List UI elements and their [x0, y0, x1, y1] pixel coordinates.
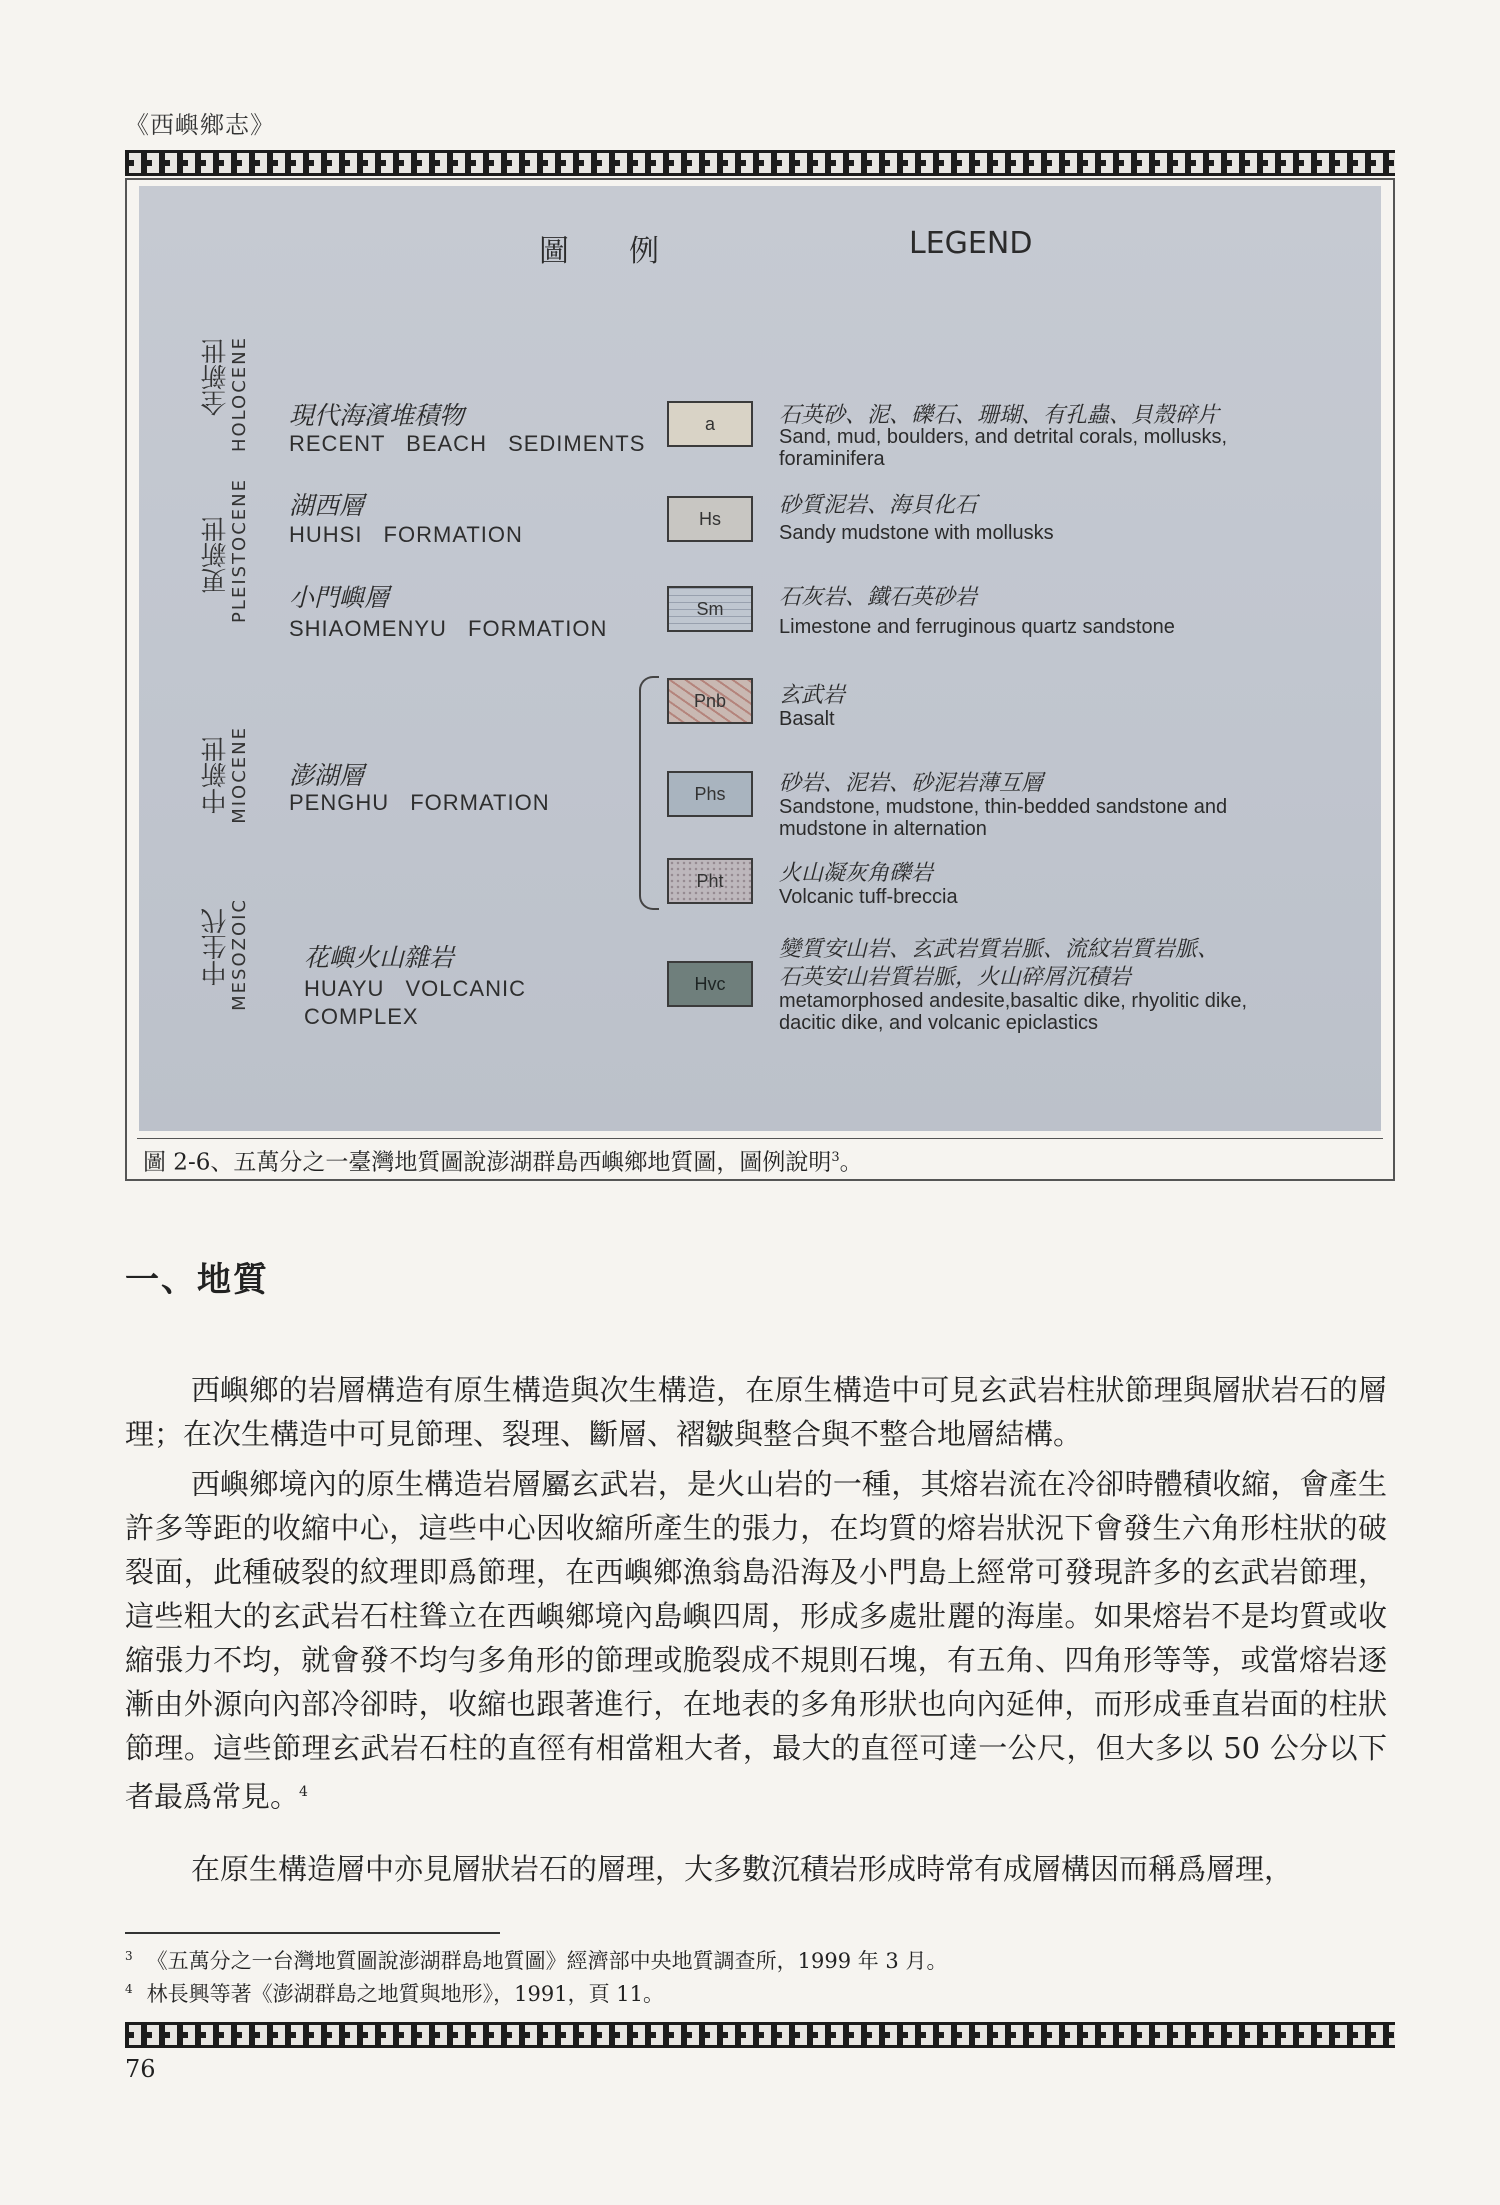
era-holocene-en: HOLOCENE: [229, 336, 250, 453]
unit-penghu-zh: 澎湖層: [289, 761, 365, 790]
desc-sm-zh: 石灰岩、鐵石英砂岩: [779, 585, 978, 610]
unit-shiaomenyu-en: SHIAOMENYU FORMATION: [289, 616, 608, 641]
desc-hs-zh: 砂質泥岩、海貝化石: [779, 493, 978, 518]
desc-a-en-1: Sand, mud, boulders, and detrital corals, mollusks,: [779, 426, 1227, 448]
page-number: 76: [125, 2055, 156, 2083]
legend-box-hs: Hs: [667, 496, 753, 542]
footnote-divider: [125, 1932, 500, 1934]
decorative-border-bottom: [125, 2022, 1395, 2048]
figure-caption-end: 。: [839, 1149, 863, 1176]
desc-phs-en-1: Sandstone, mudstone, thin-bedded sandstone and: [779, 796, 1228, 818]
legend-box-pht: Pht: [667, 858, 753, 904]
desc-hvc-zh-1: 變質安山岩、玄武岩質岩脈、流紋岩質岩脈、: [779, 937, 1220, 962]
legend-photo: [139, 186, 1381, 1131]
footnote-4: [125, 1978, 664, 2008]
unit-recent-en: RECENT BEACH SEDIMENTS: [289, 431, 646, 456]
desc-a-zh: 石英砂、泥、礫石、珊瑚、有孔蟲、貝殼碎片: [779, 403, 1220, 428]
legend-box-pnb: Pnb: [667, 678, 753, 724]
desc-hvc-zh-2: 石英安山岩質岩脈，火山碎屑沉積岩: [779, 965, 1132, 990]
era-pleistocene-en: PLEISTOCENE: [229, 478, 250, 623]
figure-caption-text: 圖 2-6、五萬分之一臺灣地質圖說澎湖群島西嶼鄉地質圖，圖例說明: [143, 1149, 832, 1176]
era-mesozoic-en: MESOZOIC: [229, 898, 250, 1011]
unit-huhsi-zh: 湖西層: [289, 491, 365, 520]
desc-hvc-en-1: metamorphosed andesite,basaltic dike, rhyolitic dike,: [779, 990, 1248, 1012]
unit-huayu-en-2: COMPLEX: [304, 1004, 419, 1029]
footnote-3: [125, 1945, 947, 1975]
body-paragraph-2-text: 西嶼鄉境內的原生構造岩層屬玄武岩，是火山岩的一種，其熔岩流在冷卻時體積收縮，會產生許多等距的收縮中心，這些中心因收縮所產生的張力，在均質的熔岩狀況下會發生六角形柱狀的破裂面，此種破裂的紋理即爲節理，在西嶼鄉漁翁島沿海及小門島上經常可發現許多的玄武岩節理，這些粗大的玄武岩石柱聳立在西嶼鄉境內島嶼四周，形成多處壯麗的海崖。如果熔岩不是均質或收縮張力不均，就會發不均勻多角形的節理或脆裂成不規則石塊，有五角、四角形等等，或當熔岩逐漸由外源向內部冷卻時，收縮也跟著進行，在地表的多角形狀也向內延伸，而形成垂直岩面的柱狀節理。這些節理玄武岩石柱的直徑有相當粗大者，最大的直徑可達一公尺，但大多以 50 公分以下者最爲常見。: [125, 1467, 1387, 1814]
body-paragraph-1: 西嶼鄉的岩層構造有原生構造與次生構造，在原生構造中可見玄武岩柱狀節理與層狀岩石的層理；在次生構造中可見節理、裂理、斷層、褶皺與整合與不整合地層結構。: [125, 1373, 1387, 1451]
section-heading: 一、地質: [125, 1260, 269, 1300]
legend-box-phs: Phs: [667, 771, 753, 817]
decorative-border-top: [125, 150, 1395, 176]
desc-sm-en: Limestone and ferruginous quartz sandstone: [779, 616, 1175, 638]
running-header: 《西嶼鄉志》: [125, 111, 275, 139]
desc-phs-zh: 砂岩、泥岩、砂泥岩薄互層: [779, 771, 1044, 796]
era-miocene-zh: 中新世: [201, 736, 231, 814]
unit-huhsi-en: HUHSI FORMATION: [289, 522, 523, 547]
unit-shiaomenyu-zh: 小門嶼層: [289, 583, 390, 612]
footnote-4-text: 林長興等著《澎湖群島之地質與地形》，1991，頁 11。: [146, 1982, 664, 2006]
desc-pnb-en: Basalt: [779, 708, 835, 730]
desc-pnb-zh: 玄武岩: [779, 683, 846, 708]
footnote-3-text: 《五萬分之一台灣地質圖說澎湖群島地質圖》經濟部中央地質調查所，1999 年 3 月。: [146, 1949, 948, 1973]
legend-box-hvc: Hvc: [667, 961, 753, 1007]
era-mesozoic-zh: 中生代: [201, 908, 231, 986]
caption-footnote-ref[interactable]: 3: [831, 1150, 840, 1165]
era-holocene-zh: 全新世: [201, 338, 231, 416]
body-paragraph-3: 在原生構造層中亦見層狀岩石的層理，大多數沉積岩形成時常有成層構因而稱爲層理，: [191, 1852, 1294, 1886]
desc-pht-zh: 火山凝灰角礫岩: [779, 861, 934, 886]
footnote-3-num: 3: [125, 1949, 133, 1963]
desc-a-en-2: foraminifera: [779, 448, 885, 470]
figure-legend: [125, 178, 1395, 1181]
era-pleistocene-zh: 更新世: [201, 516, 231, 594]
desc-hs-en: Sandy mudstone with mollusks: [779, 522, 1054, 544]
legend-box-sm: Sm: [667, 586, 753, 632]
paragraph-footnote-ref[interactable]: 4: [299, 1784, 308, 1800]
era-miocene-en: MIOCENE: [229, 726, 250, 824]
legend-title-en: LEGEND: [909, 226, 1033, 261]
penghu-bracket: [639, 676, 659, 910]
desc-pht-en: Volcanic tuff-breccia: [779, 886, 958, 908]
unit-huayu-zh: 花嶼火山雜岩: [304, 943, 455, 972]
figure-caption: [137, 1138, 1383, 1179]
legend-title-zh: 圖 例: [539, 234, 659, 269]
legend-box-a: a: [667, 401, 753, 447]
unit-penghu-en: PENGHU FORMATION: [289, 790, 550, 815]
desc-phs-en-2: mudstone in alternation: [779, 818, 987, 840]
footnote-4-num: 4: [125, 1982, 133, 1996]
desc-hvc-en-2: dacitic dike, and volcanic epiclastics: [779, 1012, 1099, 1034]
body-paragraph-2: [125, 1462, 1387, 1819]
unit-recent-zh: 現代海濱堆積物: [289, 401, 465, 430]
unit-huayu-en-1: HUAYU VOLCANIC: [304, 976, 526, 1001]
